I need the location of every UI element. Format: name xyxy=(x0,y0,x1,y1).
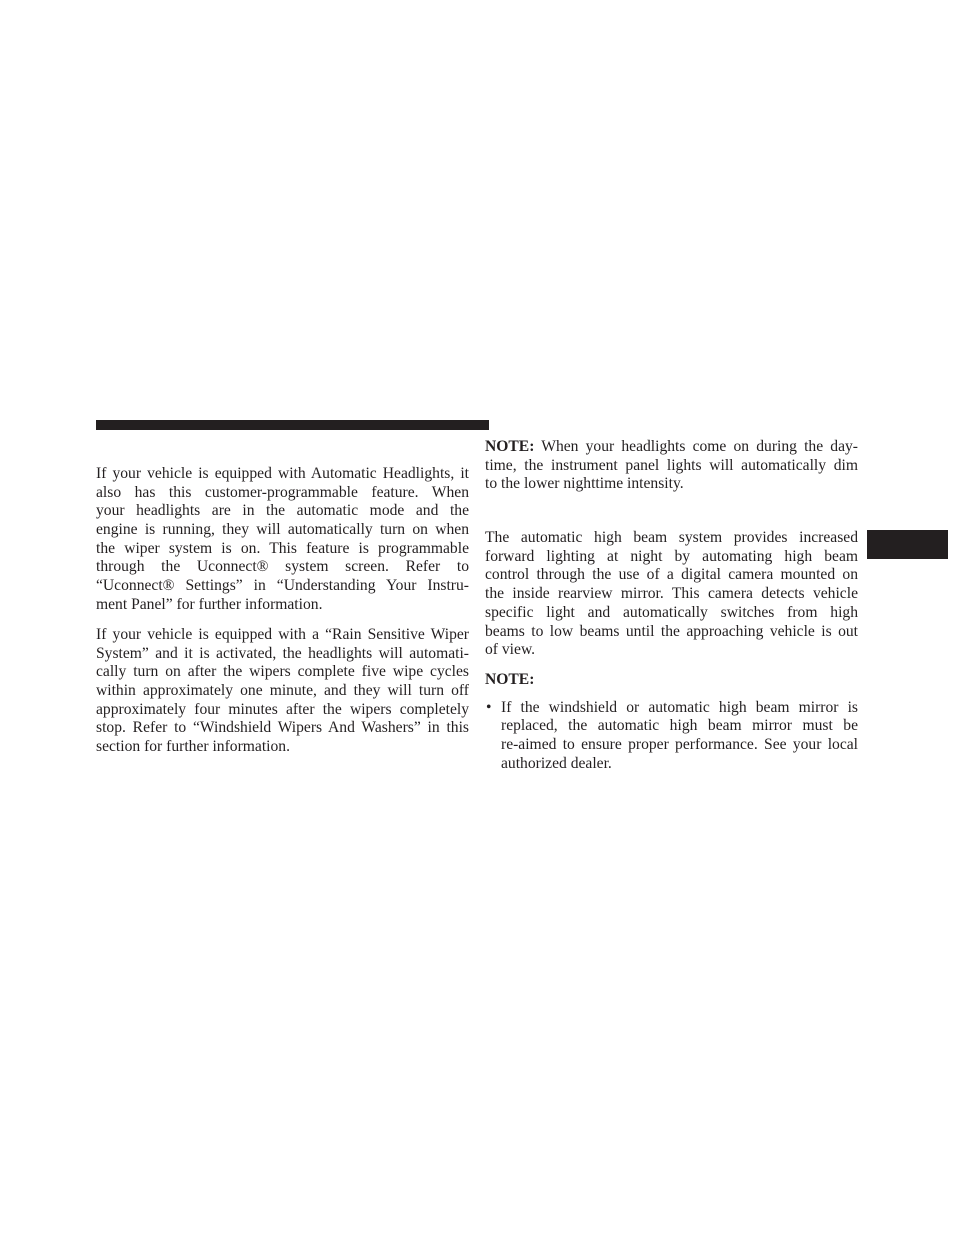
note-text: When your headlights come on during the day- xyxy=(541,438,858,455)
text-line: section for further information. xyxy=(96,738,290,756)
text-line: If your vehicle is equipped with Automatic Headlights, it xyxy=(96,465,469,482)
text-line: replaced, the automatic high beam mirror must be xyxy=(501,717,858,735)
text-line: control through the use of a digital camera mounted on xyxy=(485,566,858,584)
text-line: cally turn on after the wipers complete five wipe cycles xyxy=(96,663,469,681)
text-line: If your vehicle is equipped with a “Rain Sensitive Wiper xyxy=(96,626,469,643)
right-column xyxy=(485,438,858,773)
rain-sensitive-wiper-paragraph xyxy=(96,626,469,757)
text-line: “Uconnect® Settings” in “Understanding Your Instru- xyxy=(96,577,469,595)
text-line: ment Panel” for further information. xyxy=(96,595,323,613)
text-line: through the Uconnect® system screen. Refer to xyxy=(96,558,469,576)
note-label: NOTE: xyxy=(485,438,535,455)
left-column xyxy=(96,465,469,757)
text-line: engine is running, they will automatically turn on when xyxy=(96,521,469,539)
high-beam-mirror-note xyxy=(485,671,858,773)
text-line: the wiper system is on. This feature is programmable xyxy=(96,539,469,557)
text-line: specific light and automatically switches from high xyxy=(485,603,858,621)
text-line: stop. Refer to “Windshield Wipers And Washers” in this xyxy=(96,719,469,737)
automatic-high-beam-paragraph xyxy=(485,529,858,660)
text-line: If the windshield or automatic high beam mirror is xyxy=(501,698,858,716)
auto-headlights-with-wipers-paragraph xyxy=(96,465,469,615)
text-line: The automatic high beam system provides increased xyxy=(485,529,858,547)
section-header-bar xyxy=(96,420,489,430)
text-line: also has this customer-programmable feature. When xyxy=(96,483,469,501)
text-line: System” and it is activated, the headlights will automati- xyxy=(96,644,469,662)
text-line: time, the instrument panel lights will automatically dim xyxy=(485,456,858,474)
text-line: beams to low beams until the approaching vehicle is out xyxy=(485,622,858,640)
text-line: within approximately one minute, and they will turn off xyxy=(96,682,469,700)
note-label: NOTE: xyxy=(485,670,535,688)
text-line: to the lower nighttime intensity. xyxy=(485,475,684,493)
text-line: your headlights are in the automatic mode and the xyxy=(96,502,469,520)
bullet-icon: • xyxy=(486,698,492,716)
text-line: forward lighting at night by automating high beam xyxy=(485,547,858,565)
text-line: of view. xyxy=(485,641,536,659)
chapter-tab xyxy=(867,530,948,559)
list-item xyxy=(485,699,858,774)
text-line: authorized dealer. xyxy=(501,754,612,772)
text-line: re-aimed to ensure proper performance. See your local xyxy=(501,735,858,753)
text-line: the inside rearview mirror. This camera detects vehicle xyxy=(485,585,858,603)
text-line: approximately four minutes after the wipers completely xyxy=(96,700,469,718)
text-line xyxy=(485,438,858,457)
daytime-headlights-note xyxy=(485,438,858,494)
